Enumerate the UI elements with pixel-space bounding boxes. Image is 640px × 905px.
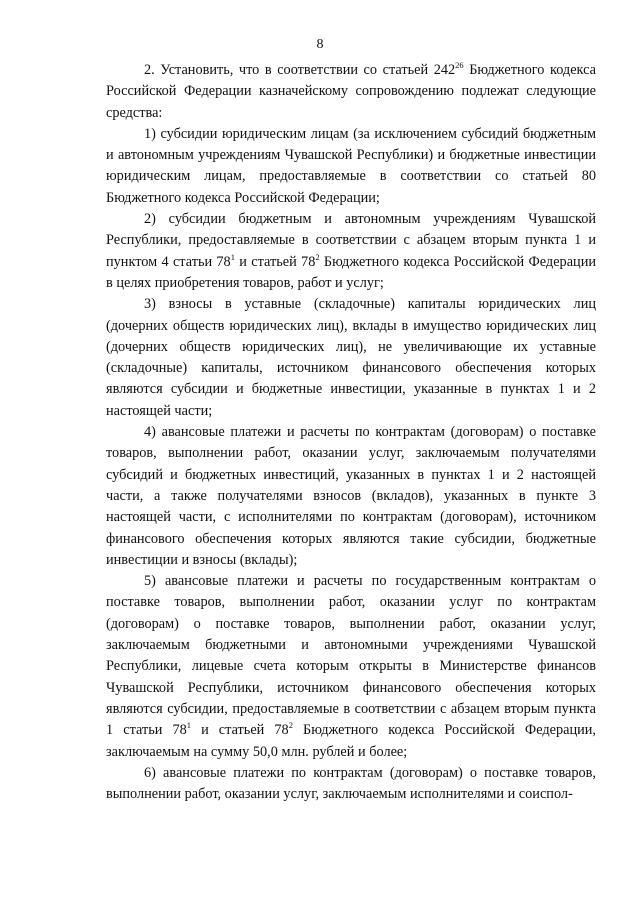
superscript-index: 26 [455, 60, 464, 70]
text-run: 1) субсидии юридическим лицам (за исключением субсидий бюджетным и автономным учреждениям Чувашской Республики) и бюджетные инвестиции юридическим лицам, предоставляемые в соответствии со статьей 80 Бюджетного кодекса Российской Федерации; [106, 125, 596, 206]
page-number: 8 [316, 37, 324, 52]
text-run: Бюджетного кодекса Российской Федерации, заключаемым на сумму 50,0 млн. рублей и более; [106, 722, 597, 760]
paragraph-item-5 [106, 571, 596, 763]
superscript-index: 2 [288, 720, 293, 731]
text-run: и статьей 78 [234, 253, 316, 270]
text-run: 5) авансовые платежи и расчеты по государственным контрактам о поставке товаров, выполнении работ, оказании услуг по контрактам (договорам) о поставке товаров, выполнении работ, оказании услуг, заключаемым бюджетными и автономными учреждениями Чувашской Республики, лицевые счета которым открыты в Министерстве финансов Чувашской Республики, источником финансового обеспечения которых являются субсидии, предоставляемые в соответствии с абзацем вторым пункта 1 статьи 78 [106, 573, 596, 739]
paragraph-item-4 [106, 422, 596, 571]
text-run: 4) авансовые платежи и расчеты по контрактам (договорам) о поставке товаров, выполнении работ, оказании услуг, заключаемым получателями субсидий и бюджетных инвестиций, указанных в пунктах 1 и 2 настоящей части, а также получателями взносов (вкладов), указанных в пункте 3 настоящей части, с исполнителями по контрактам (договорам), источником финансового обеспечения которых являются такие субсидии, бюджетные инвестиции и взносы (вклады); [106, 424, 596, 568]
paragraph-item-3 [106, 294, 596, 422]
text-run: 6) авансовые платежи по контрактам (договорам) о поставке товаров, выполнении работ, оказании услуг, заключаемым исполнителями и соиспол- [106, 764, 596, 803]
text-run: Бюджетного кодекса Российской Федерации в целях приобретения товаров, работ и услуг; [106, 253, 596, 291]
text-run: 2) субсидии бюджетным и автономным учреждениям Чувашской Республики, предоставляемые в соответствии с абзацем вторым пункта 1 и пунктом 4 статьи 78 [106, 211, 596, 270]
paragraph-intro [106, 60, 596, 124]
paragraph-item-1 [106, 124, 596, 209]
superscript-index: 2 [315, 251, 320, 262]
document-body [106, 60, 596, 805]
text-run: и статьей 78 [191, 722, 289, 739]
superscript-index: 1 [230, 251, 235, 262]
text-run: 2. Установить, что в соответствии со статьей 242 [144, 62, 456, 78]
paragraph-item-2 [106, 209, 596, 294]
text-run: 3) взносы в уставные (складочные) капиталы юридических лиц (дочерних обществ юридических лиц), вклады в имущество юридических лиц (дочерних обществ юридических лиц), не увеличивающие их уставные (складочные) капиталы, источником финансового обеспечения которых являются субсидии и бюджетные инвестиции, указанные в пунктах 1 и 2 настоящей части; [106, 296, 596, 419]
superscript-index: 1 [186, 720, 192, 731]
text-run: Бюджетного кодекса Российской Федерации казначейскому сопровождению подлежат следующие средства: [106, 62, 597, 121]
paragraph-item-6 [106, 763, 596, 806]
